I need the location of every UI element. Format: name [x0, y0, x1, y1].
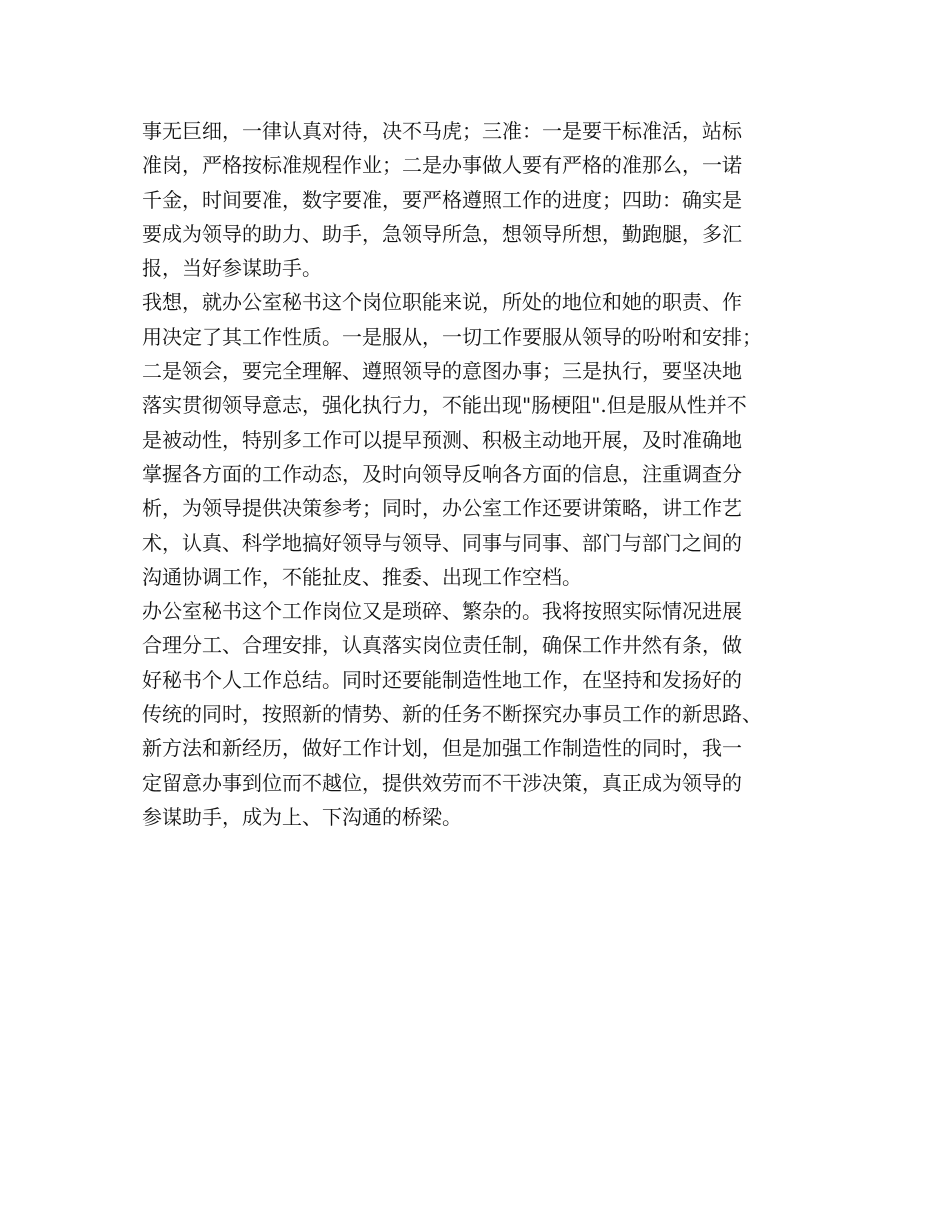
text-line: 定留意办事到位而不越位，提供效劳而不干涉决策，真正成为领导的	[142, 770, 742, 795]
text-line: 掌握各方面的工作动态，及时向领导反响各方面的信息，注重调查分	[142, 461, 742, 486]
paragraph-3	[142, 594, 817, 834]
paragraph-2	[142, 285, 817, 594]
text-line: 办公室秘书这个工作岗位又是琐碎、繁杂的。我将按照实际情况进展	[142, 599, 742, 624]
text-line: 落实贯彻领导意志，强化执行力，不能出现"肠梗阻".但是服从性并不	[142, 393, 747, 418]
text-line: 我想，就办公室秘书这个岗位职能来说，所处的地位和她的职责、作	[142, 290, 742, 315]
paragraph-1	[142, 114, 817, 285]
text-line: 传统的同时，按照新的情势、新的任务不断探究办事员工作的新思路、	[142, 702, 762, 727]
text-line: 参谋助手，成为上、下沟通的桥梁。	[142, 804, 462, 829]
text-line: 沟通协调工作，不能扯皮、推委、出现工作空档。	[142, 564, 582, 589]
text-line: 要成为领导的助力、助手，急领导所急，想领导所想，勤跑腿，多汇	[142, 221, 742, 246]
text-line: 报，当好参谋助手。	[142, 256, 322, 281]
text-line: 事无巨细，一律认真对待，决不马虎；三准：一是要干标准活，站标	[142, 119, 742, 143]
text-line: 准岗，严格按标准规程作业；二是办事做人要有严格的准那么，一诺	[142, 153, 742, 178]
text-line: 是被动性，特别多工作可以提早预测、积极主动地开展，及时准确地	[142, 427, 742, 452]
text-line: 析，为领导提供决策参考；同时，办公室工作还要讲策略，讲工作艺	[142, 496, 742, 521]
text-line: 新方法和新经历，做好工作计划，但是加强工作制造性的同时，我一	[142, 736, 742, 761]
document-body	[142, 114, 817, 834]
text-line: 合理分工、合理安排，认真落实岗位责任制，确保工作井然有条，做	[142, 633, 742, 658]
text-line: 二是领会，要完全理解、遵照领导的意图办事；三是执行，要坚决地	[142, 359, 742, 384]
text-line: 术，认真、科学地搞好领导与领导、同事与同事、部门与部门之间的	[142, 530, 742, 555]
text-line: 用决定了其工作性质。一是服从，一切工作要服从领导的吩咐和安排；	[142, 324, 762, 349]
text-line: 好秘书个人工作总结。同时还要能制造性地工作，在坚持和发扬好的	[142, 667, 742, 692]
text-line: 千金，时间要准，数字要准，要严格遵照工作的进度；四助：确实是	[142, 187, 742, 212]
